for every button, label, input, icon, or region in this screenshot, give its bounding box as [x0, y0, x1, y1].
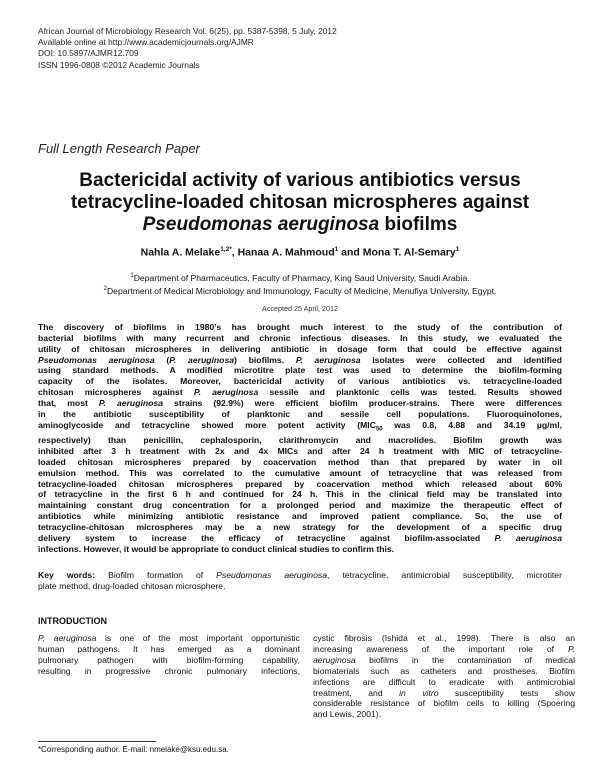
- body-text: susceptibility tests show: [438, 687, 576, 698]
- abstract-line: bacterial biofilms with many recurrent and chronic infectious diseases. In this study, we evaluated the: [38, 332, 562, 343]
- abstract-line: tetracycline-chitosan microspheres may be a new strategy for the development of a specific drug: [38, 521, 562, 532]
- keywords-line: [38, 570, 562, 581]
- species-italic: aeruginosa: [313, 654, 356, 665]
- abstract-line: respectively) than penicillin, cephalosporin, clarithromycin and macrolides. Biofilm growth was: [38, 435, 562, 446]
- abstract-text: sessile and planktonic cells was tested. Results showed: [258, 387, 562, 398]
- body-line: pulmonary pathogen with biofilm-forming capability,: [38, 654, 300, 665]
- affiliation-1: [40, 271, 560, 284]
- body-line: [313, 644, 575, 655]
- body-line: [313, 655, 575, 666]
- abstract-line: maintaining constant drug concentration for a prolonged period and maximize the therapeutic effect of: [38, 500, 562, 511]
- author-1-corresponding: *: [229, 246, 232, 253]
- abstract-text: strains (92.9%) were efficient biofilm producer-strains. There were differences: [163, 397, 562, 408]
- abstract-line: using standard methods. A modified microtitre plate test was used to determine the biofilm-forming: [38, 365, 562, 376]
- body-text: is one of the most important opportunistic: [96, 633, 300, 643]
- abstract-line: tetracycline-loaded chitosan microspheres prepared by coacervation method which released about 60%: [38, 478, 562, 489]
- paper-title: [40, 170, 560, 236]
- abstract-line: capacity of the isolates. Moreover, bactericidal activity of various antibiotics vs. tetracycline-loaded: [38, 376, 562, 387]
- keywords-text: Biofilm formation of: [95, 570, 217, 580]
- author-1-affil: 1,2: [220, 246, 230, 253]
- author-3-affil: 1: [455, 246, 460, 253]
- species-italic: P. aeruginosa: [98, 397, 164, 408]
- abstract-text: was 0.8, 4.88 and 34.19 µg/ml,: [382, 419, 562, 430]
- author-2-affil: 1: [334, 246, 339, 253]
- keywords-line: plate method, drug-loaded chitosan microsphere.: [38, 581, 226, 591]
- journal-url: Available online at http://www.academicjournals.org/AJMR: [38, 37, 254, 48]
- body-line: considerable resistance of biofilm cells to killing (Spoering: [313, 698, 575, 709]
- author-2: , Hanaa A. Mahmoud: [231, 246, 335, 259]
- keywords-label: Key words:: [38, 570, 96, 580]
- abstract-text: (: [154, 354, 170, 365]
- abstract-text: aminoglycoside and tetracycline showed more potent activity (MIC: [38, 419, 376, 430]
- paper-type: Full Length Research Paper: [38, 141, 200, 156]
- body-line: [313, 688, 575, 699]
- authors: [40, 246, 560, 259]
- corresponding-author-footnote: *Corresponding author. E-mail: nmelake@ksu.edu.sa.: [38, 745, 229, 754]
- species-italic: P. aeruginosa: [169, 354, 235, 365]
- body-text: increasing awareness of the important role of: [313, 643, 568, 654]
- abstract-text: isolates were collected and identified: [360, 354, 562, 365]
- doi: DOI: 10.5897/AJMR12.709: [38, 48, 139, 59]
- abstract-text: that, most: [38, 397, 99, 408]
- species-italic: Pseudomonas aeruginosa: [216, 570, 327, 580]
- abstract-line: [38, 355, 562, 366]
- body-text: treatment, and: [313, 687, 400, 698]
- body-line: and Lewis, 2001).: [313, 709, 382, 720]
- abstract-line: of tetracycline in the first 6 h and continued for 24 h. This in the clinical field may be translated into: [38, 489, 562, 500]
- abstract-line: loaded chitosan microspheres prepared by coacervation method than that prepared by water in oil: [38, 456, 562, 467]
- body-line: biomaterials such as catheters and prostheses. Biofilm: [313, 665, 575, 676]
- species-italic: P. aeruginosa: [38, 633, 97, 643]
- author-3: and Mona T. Al-Semary: [338, 246, 456, 259]
- keywords: [38, 570, 562, 592]
- species-italic: P.: [567, 643, 575, 654]
- abstract-text: ) biofilms.: [234, 354, 296, 365]
- abstract-line: [38, 387, 562, 398]
- species-italic: P. aeruginosa: [295, 354, 361, 365]
- affiliation-1-sup: 1: [130, 273, 134, 279]
- affiliation-2-sup: 2: [103, 285, 107, 292]
- abstract-line: [38, 398, 562, 409]
- journal-citation: African Journal of Microbiology Research Vol. 6(25), pp. 5387-5398, 5 July, 2012: [38, 26, 337, 36]
- title-line-1: Bactericidal activity of various antibiotics versus: [79, 170, 521, 191]
- abstract-line: infections. However, it would be appropriate to conduct clinical studies to confirm this.: [38, 543, 395, 554]
- title-line-3-rest: biofilms: [379, 214, 458, 235]
- abstract-line: [38, 533, 562, 544]
- affiliation-2: [40, 284, 560, 297]
- title-line-2: tetracycline-loaded chitosan microspheres against: [70, 192, 530, 213]
- abstract-text: delivery system to increase the efficacy of tetracycline against biofilm-associated: [38, 532, 495, 543]
- abstract-text: chitosan microspheres against: [38, 387, 194, 398]
- body-text: biofilms in the contamination of medical: [355, 654, 575, 665]
- author-1: Nahla A. Melake: [140, 246, 221, 259]
- species-italic: P. aeruginosa: [193, 387, 259, 398]
- body-italic: in vitro: [399, 687, 439, 698]
- mic-subscript: 50: [375, 426, 383, 433]
- keywords-text: , tetracycline, antimicrobial susceptibility, microtiter: [327, 570, 562, 580]
- abstract-line: [38, 420, 562, 436]
- title-line-3: [40, 214, 560, 236]
- affiliation-2-text: Department of Medical Microbiology and Immunology, Faculty of Medicine, Menufiya University, Egypt.: [106, 285, 497, 296]
- journal-header: [38, 26, 337, 71]
- abstract-line: emulsion method. This was correlated to the cumulative amount of tetracycline that was released from: [38, 467, 562, 478]
- abstract-line: in the antibiotic susceptibility of planktonic and sessile cell populations. Fluoroquinolones,: [38, 408, 562, 419]
- body-line: [38, 633, 300, 644]
- left-column-text: [38, 633, 300, 677]
- right-column-text: [313, 633, 575, 720]
- abstract-line: The discovery of biofilms in 1980’s has brought much interest to the study of the contribution of: [38, 322, 562, 332]
- abstract-line: inhibited after 3 h treatment with 2x and 4x MICs and after 24 h treatment with MIC of tetracycline-: [38, 446, 562, 456]
- body-line: resulting in progressive chronic pulmonary infections,: [38, 665, 300, 676]
- body-line: infections are difficult to eradicate with antimicrobial: [313, 676, 575, 687]
- title-species: Pseudomonas aeruginosa: [142, 214, 380, 235]
- species-italic: Pseudomonas aeruginosa: [38, 354, 155, 365]
- species-italic: P. aeruginosa: [494, 532, 562, 543]
- footnote-rule: [38, 741, 156, 742]
- affiliation-1-text: Department of Pharmaceutics, Faculty of Pharmacy, King Saud University, Saudi Arabia.: [133, 272, 470, 283]
- issn: ISSN 1996-0808 ©2012 Academic Journals: [38, 59, 200, 70]
- body-line: cystic fibrosis (Ishida et al., 1998). There is also an: [313, 633, 575, 643]
- accepted-date: Accepted 25 April, 2012: [262, 304, 338, 313]
- affiliations: [40, 271, 560, 296]
- body-line: human pathogens. It has emerged as a dominant: [38, 643, 300, 654]
- abstract-line: antibiotics while minimizing antibiotic resistance and improved patient compliance. So, the use of: [38, 511, 562, 522]
- section-heading-introduction: INTRODUCTION: [38, 616, 107, 626]
- abstract: [38, 322, 562, 554]
- abstract-line: utility of chitosan microspheres in delivering antibiotic in dosage form that could be effective against: [38, 343, 562, 354]
